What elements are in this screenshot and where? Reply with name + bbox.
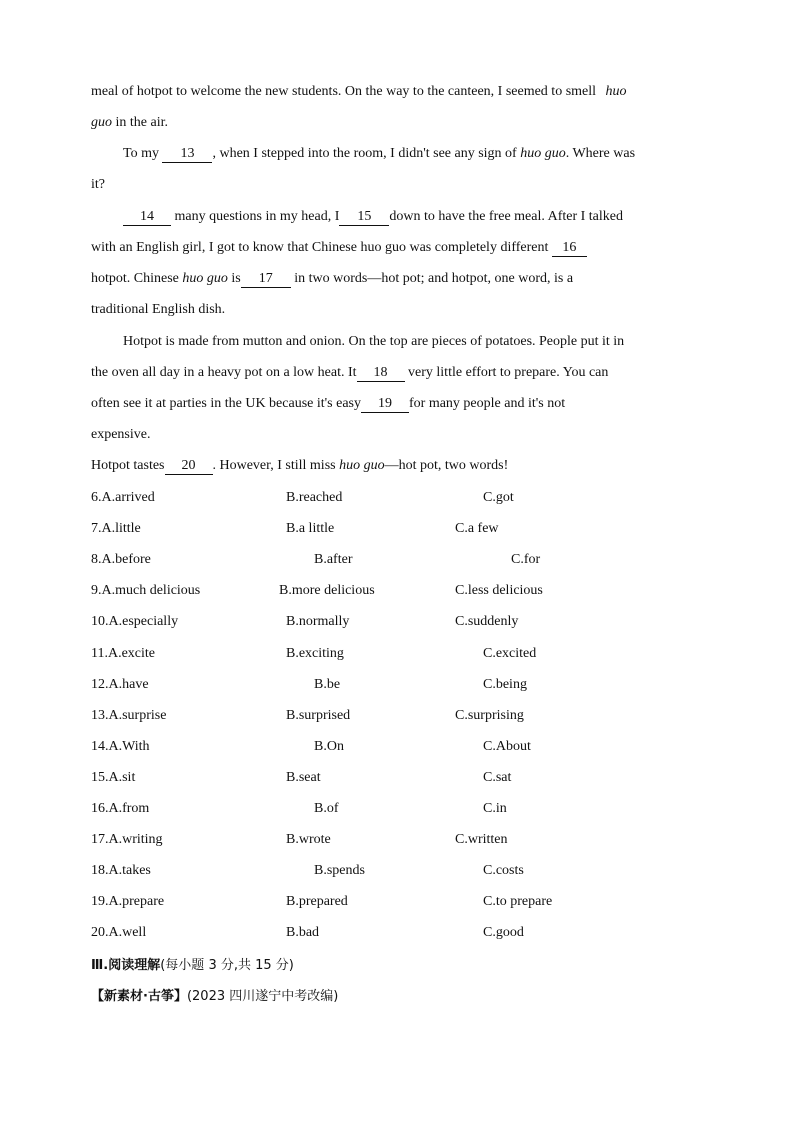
question-number: 6. xyxy=(91,490,102,505)
question-number: 15. xyxy=(91,769,109,785)
question-number: 19. xyxy=(91,894,109,910)
option-a-text: A.much delicious xyxy=(101,583,201,599)
blank-13[interactable]: 13 xyxy=(162,146,212,163)
question-number: 18. xyxy=(91,863,109,879)
option-a[interactable] xyxy=(91,581,200,601)
option-a[interactable] xyxy=(91,675,149,695)
option-b[interactable]: B.bad xyxy=(286,925,320,941)
paragraph-5-line-1: Hotpot tastes 20 . However, I still miss huo guo—hot pot, two words! xyxy=(91,458,509,473)
option-a-text: A.little xyxy=(101,521,141,537)
blank-16[interactable]: 16 xyxy=(552,240,587,257)
option-a[interactable] xyxy=(91,519,141,539)
question-number: 10. xyxy=(91,614,109,630)
option-c[interactable]: C.written xyxy=(455,832,508,848)
paragraph-4-line-4: expensive. xyxy=(91,427,151,442)
option-c[interactable]: C.About xyxy=(483,738,531,754)
option-c[interactable]: C.good xyxy=(483,925,524,941)
paragraph-4-line-1: Hotpot is made from mutton and onion. On the top are pieces of potatoes. People put it in xyxy=(123,334,625,349)
blank-18[interactable]: 18 xyxy=(357,365,405,382)
option-c[interactable]: C.for xyxy=(511,552,541,568)
blank-14[interactable]: 14 xyxy=(123,209,171,226)
option-a-text: A.surprise xyxy=(108,707,167,723)
option-b[interactable]: B.surprised xyxy=(286,707,351,723)
option-c[interactable]: C.less delicious xyxy=(455,583,543,599)
option-a-text: A.before xyxy=(101,552,151,568)
question-number: 14. xyxy=(91,738,109,754)
option-a[interactable] xyxy=(91,892,164,912)
option-a[interactable] xyxy=(91,830,163,850)
option-c[interactable]: C.costs xyxy=(483,863,524,879)
option-a-text: A.writing xyxy=(108,832,163,848)
question-number: 13. xyxy=(91,707,109,723)
passage-line-2: guo in the air. xyxy=(91,115,168,130)
passage-line-1: meal of hotpot to welcome the new students. On the way to the canteen, I seemed to smell huo xyxy=(91,84,627,99)
paragraph-3-line-1: 14 many questions in my head, I 15 down to have the free meal. After I talked xyxy=(123,207,623,227)
option-c[interactable]: C.to prepare xyxy=(483,894,553,910)
option-a-text: A.takes xyxy=(108,863,151,879)
option-b[interactable]: B.reached xyxy=(286,490,343,505)
option-a[interactable] xyxy=(91,612,178,632)
option-a-text: A.especially xyxy=(108,614,179,630)
option-b[interactable]: B.seat xyxy=(286,769,321,785)
option-b[interactable]: B.of xyxy=(314,801,339,816)
option-a[interactable] xyxy=(91,706,166,726)
question-number: 8. xyxy=(91,552,102,568)
option-c[interactable]: C.excited xyxy=(483,645,537,661)
option-c[interactable]: C.sat xyxy=(483,769,512,785)
option-a-text: A.prepare xyxy=(108,894,165,910)
option-a[interactable] xyxy=(91,644,155,664)
option-b[interactable]: B.exciting xyxy=(286,645,344,661)
section-heading: Ⅲ.阅读理解(每小题 3 分,共 15 分) xyxy=(91,958,294,973)
option-a[interactable] xyxy=(91,861,151,881)
option-b[interactable]: B.On xyxy=(314,738,344,754)
paragraph-3-line-2: with an English girl, I got to know that Chinese huo guo was completely different 16 xyxy=(91,238,587,258)
option-a-text: A.well xyxy=(108,925,147,941)
option-c[interactable]: C.a few xyxy=(455,521,499,537)
option-b[interactable]: B.more delicious xyxy=(279,583,375,599)
option-a[interactable] xyxy=(91,923,146,943)
option-c[interactable]: C.suddenly xyxy=(455,614,519,630)
option-a[interactable] xyxy=(91,550,151,570)
option-c[interactable]: C.surprising xyxy=(455,707,524,723)
option-a[interactable] xyxy=(91,799,149,819)
question-number: 16. xyxy=(91,801,109,816)
option-a-text: A.have xyxy=(108,676,149,692)
option-b[interactable]: B.prepared xyxy=(286,894,348,910)
option-b[interactable]: B.after xyxy=(314,552,353,568)
paragraph-4-line-2: the oven all day in a heavy pot on a low heat. It 18 very little effort to prepare. You can xyxy=(91,365,609,380)
option-b[interactable]: B.be xyxy=(314,676,341,692)
blank-17[interactable]: 17 xyxy=(241,271,291,288)
option-a-text: A.sit xyxy=(108,769,136,785)
question-number: 17. xyxy=(91,832,109,848)
option-b[interactable]: B.spends xyxy=(314,863,365,879)
paragraph-2-line-2: it? xyxy=(91,177,105,192)
question-number: 11. xyxy=(91,645,108,661)
option-c[interactable]: C.in xyxy=(483,801,507,816)
option-c[interactable]: C.being xyxy=(483,676,527,692)
paragraph-3-line-4: traditional English dish. xyxy=(91,302,226,317)
option-a[interactable] xyxy=(91,768,135,788)
option-c[interactable]: C.got xyxy=(483,490,514,505)
option-b[interactable]: B.normally xyxy=(286,614,350,630)
blank-19[interactable]: 19 xyxy=(361,396,409,413)
blank-20[interactable]: 20 xyxy=(165,458,213,475)
option-a-text: A.from xyxy=(108,801,150,816)
option-b[interactable]: B.wrote xyxy=(286,832,331,848)
section-source: 【新素材·古筝】(2023 四川遂宁中考改编) xyxy=(91,989,339,1004)
paragraph-3-line-3: hotpot. Chinese huo guo is 17 in two words—hot pot; and hotpot, one word, is a xyxy=(91,271,574,286)
question-number: 9. xyxy=(91,583,102,599)
option-a-text: A.excite xyxy=(107,645,156,661)
question-number: 12. xyxy=(91,676,109,692)
paragraph-4-line-3: often see it at parties in the UK because it's easy 19 for many people and it's not xyxy=(91,396,566,411)
blank-15[interactable]: 15 xyxy=(339,209,389,226)
option-b[interactable]: B.a little xyxy=(286,521,335,537)
option-a-text: A.With xyxy=(108,738,150,754)
question-number: 7. xyxy=(91,521,102,537)
question-number: 20. xyxy=(91,925,109,941)
option-a[interactable] xyxy=(91,488,155,508)
option-a-text: A.arrived xyxy=(101,490,155,505)
paragraph-2-line-1: To my 13 , when I stepped into the room, I didn't see any sign of huo guo. Where was xyxy=(123,146,636,161)
option-a[interactable] xyxy=(91,737,150,757)
